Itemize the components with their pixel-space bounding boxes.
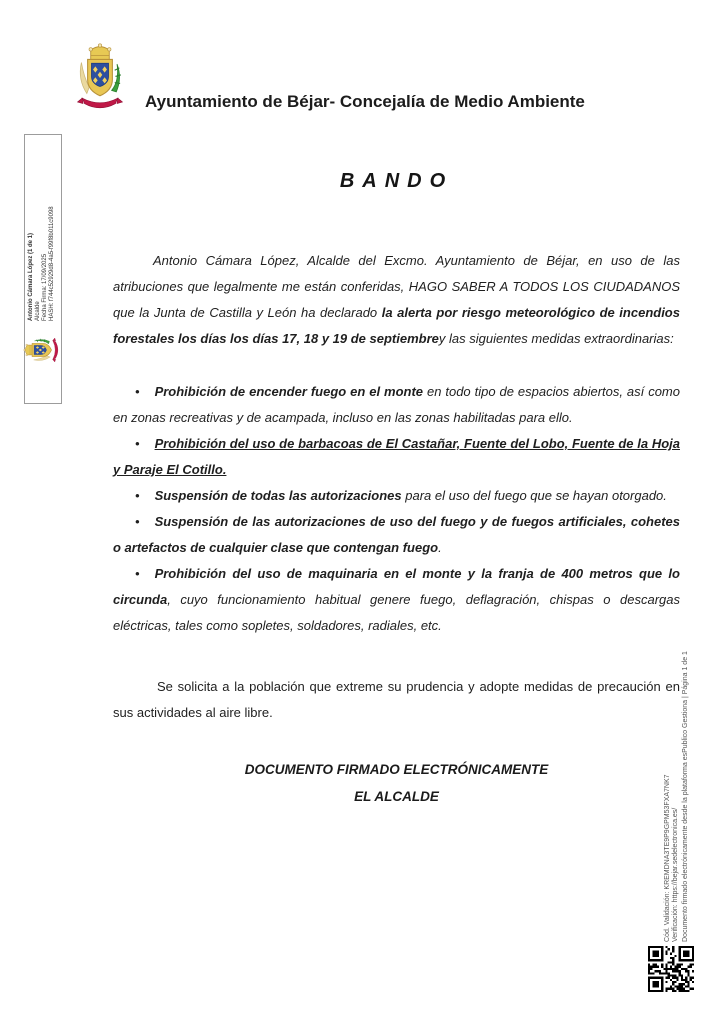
bullet-icon: •: [135, 436, 140, 451]
signer-role: Alcalde: [35, 301, 41, 321]
bullet-icon: •: [135, 514, 140, 529]
bullet-4-bold: Suspensión de las autorizaciones de uso del fuego y de fuegos artificiales, cohetes o artefactos de cualquier clase que contengan fuego: [113, 514, 680, 555]
bullet-item-fireworks-suspended: [113, 509, 680, 561]
bullet-item-machinery-ban: [113, 561, 680, 639]
qr-code: [648, 946, 694, 992]
intro-text-2: y las siguientes medidas extraordinarias:: [438, 331, 674, 346]
coat-of-arms-small-icon: [23, 335, 61, 365]
bullet-5-bold: Prohibición del uso de maquinaria en el monte y la franja de 400 metros que lo circunda: [113, 566, 680, 607]
page-title: Ayuntamiento de Béjar- Concejalía de Medio Ambiente: [145, 92, 585, 111]
document-body: [113, 0, 680, 1024]
bullet-3-bold: Suspensión de todas las autorizaciones: [154, 488, 402, 503]
validation-code-note: Cód. Validación: KREMDNA3TE9P9GPM53FXA7NK7: [664, 774, 671, 942]
intro-paragraph: [113, 248, 680, 352]
bullet-4-rest: .: [438, 540, 442, 555]
intro-alert-bold: la alerta por riesgo meteorológico de incendios forestales los días los días 17, 18 y 19 de septiembre: [113, 305, 680, 346]
bullet-2-bold-underline: Prohibición del uso de barbacoas de El Castañar, Fuente del Lobo, Fuente de la Hoja y Paraje El Cotillo.: [113, 436, 680, 477]
bullet-icon: •: [135, 488, 140, 503]
bullet-icon: •: [135, 384, 140, 399]
signature-line-1: DOCUMENTO FIRMADO ELECTRÓNICAMENTE: [244, 762, 549, 777]
bullet-1-bold: Prohibición de encender fuego en el monte: [154, 384, 424, 399]
bullet-1-rest: en todo tipo de espacios abiertos, así como en zonas recreativas y de acampada, incluso en las zonas habilitadas para ello.: [113, 384, 680, 425]
signer-name: Antonio Cámara López (1 de 1): [28, 232, 34, 321]
signature-stamp-text: [28, 206, 56, 321]
bullet-item-authorizations-suspended: [113, 483, 680, 509]
closing-paragraph: Se solicita a la población que extreme su prudencia y adopte medidas de precaución en sus actividades al aire libre.: [113, 679, 680, 720]
bullet-icon: •: [135, 566, 140, 581]
intro-text-1: Antonio Cámara López, Alcalde del Excmo. Ayuntamiento de Béjar, en uso de las atribuciones que legalmente me están conferidas, HAGO SABER A TODOS LOS CIUDADANOS que la Junta de Castilla y León ha declarado: [113, 253, 680, 320]
bullet-item-fire-ban: [113, 379, 680, 431]
bullet-5-rest: , cuyo funcionamiento habitual genere fuego, deflagración, chispas o descargas eléctricas, tales como sopletes, soldadores, radiales, etc.: [113, 592, 680, 633]
measures-list: [113, 379, 680, 639]
platform-note: Documento firmado electrónicamente desde la plataforma esPublico Gestiona | Página 1 de 1: [682, 651, 689, 942]
verification-url-note: Verificación: https://bejar.sedelectronica.es/: [672, 807, 679, 942]
signature-hash: HASH: f744c52929d8-4a5-f99f8b011c9098: [49, 206, 55, 321]
signature-date: Fecha Firma: 17/09/2025: [42, 253, 48, 321]
bullet-item-barbecue-ban: [113, 431, 680, 483]
signature-block: [113, 756, 680, 810]
signature-stamp-box: [24, 134, 62, 404]
document-title: BANDO: [339, 170, 454, 192]
signature-line-2: EL ALCALDE: [354, 789, 439, 804]
bullet-3-rest: para el uso del fuego que se hayan otorgado.: [401, 488, 667, 503]
